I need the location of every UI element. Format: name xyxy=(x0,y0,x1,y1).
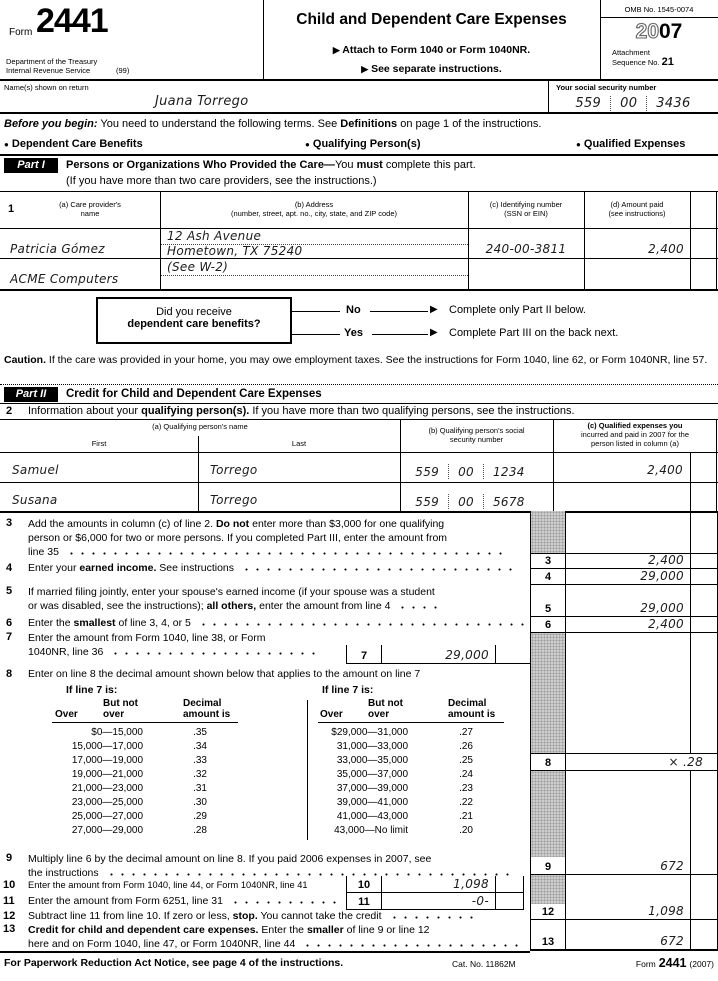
line7-number: 7 xyxy=(6,631,13,643)
before-you-begin: Before you begin: You need to understand the following terms. See Definitions on page 1 of the instructions. xyxy=(4,118,542,130)
line10-text: Enter the amount from Form 1040, line 44, or Form 1040NR, line 41 xyxy=(28,880,308,890)
arrow-right-icon: ▶ xyxy=(361,64,369,74)
provider-address2-field[interactable]: Hometown, TX 75240 xyxy=(167,244,303,258)
line7-text: Enter the amount from Form 1040, line 38, or Form 1040NR, line 36 xyxy=(28,631,320,659)
line11-amount-box: 11 -0- xyxy=(346,893,524,910)
provider-amount-field[interactable]: 2,400 xyxy=(648,242,684,256)
line4-amount-box: 4 29,000 xyxy=(530,569,718,585)
department-line1: Department of the Treasury xyxy=(6,57,98,66)
rail-shade-row xyxy=(530,511,718,553)
line12-number: 12 xyxy=(3,910,16,922)
line2-number: 2 xyxy=(6,405,13,417)
provider-name-field[interactable]: ACME Computers xyxy=(10,272,119,286)
caution-note: Caution. If the care was provided in your home, you may owe employment taxes. See the instructions for Form 1040, line 62, or Form 1040NR, line 57. xyxy=(4,354,708,366)
answer-yes: Yes xyxy=(344,327,363,339)
line10-value[interactable]: 1,098 xyxy=(453,877,489,891)
yes-result-text: Complete Part III on the back next. xyxy=(449,327,619,339)
line3-amount-box: 3 2,400 xyxy=(530,553,718,569)
ssn-field[interactable]: 559 00 3436 xyxy=(575,96,691,111)
form-word-label: Form xyxy=(9,27,33,38)
col-a-header: (a) Care provider's name xyxy=(59,200,121,218)
answer-no: No xyxy=(346,304,361,316)
line5-amount-box: 5 29,000 xyxy=(530,585,718,617)
provider-id-field[interactable]: 240-00-3811 xyxy=(485,242,567,256)
line3-number: 3 xyxy=(6,517,13,529)
line11-number: 11 xyxy=(3,895,15,907)
line9-text: Multiply line 6 by the decimal amount on line 8. If you paid 2006 expenses in 2007, see the instructions xyxy=(28,852,514,880)
line9-value[interactable]: 672 xyxy=(660,859,684,873)
benefits-question-box: Did you receive dependent care benefits? xyxy=(96,297,292,344)
paperwork-notice: For Paperwork Reduction Act Notice, see page 4 of the instructions. xyxy=(4,957,344,969)
line3-text: Add the amounts in column (c) of line 2. Do not enter more than $3,000 for one qualifying person or $6,000 for two or more persons. If you completed Part III, enter the amount from line 35 xyxy=(28,517,528,559)
name-field[interactable]: Juana Torrego xyxy=(155,94,249,109)
line5-text: If married filing jointly, enter your spouse's earned income (if your spouse was a student or was disabled, see the instructions); all others, enter the amount from line 4 xyxy=(28,585,443,613)
footer-form-id: Form 2441 (2007) xyxy=(635,956,714,970)
line13-value[interactable]: 672 xyxy=(660,934,684,948)
omb-number: OMB No. 1545-0074 xyxy=(624,5,694,14)
no-result-text: Complete only Part II below. xyxy=(449,304,586,316)
line8-text: Enter on line 8 the decimal amount shown below that applies to the amount on line 7 xyxy=(28,668,421,680)
rail-shade-row xyxy=(530,875,718,904)
bullet-icon: ● xyxy=(576,140,581,149)
line10-amount-box: 10 1,098 xyxy=(346,876,524,893)
line10-number: 10 xyxy=(3,879,16,891)
col-qp-ssn-header: (b) Qualifying person's social security number xyxy=(428,426,525,444)
arrow-right-icon: ▶ xyxy=(430,327,438,338)
line3-value[interactable]: 2,400 xyxy=(648,553,684,567)
form-title: Child and Dependent Care Expenses xyxy=(296,11,567,28)
part1-title: Persons or Organizations Who Provided the Care—You must complete this part. xyxy=(66,159,476,171)
line13-number: 13 xyxy=(3,923,16,935)
line12-amount-box: 12 1,098 xyxy=(530,904,718,920)
col-b-header: (b) Address (number, street, apt. no., city, state, and ZIP code) xyxy=(230,200,398,218)
term-qualified-expenses: ● Qualified Expenses xyxy=(576,138,686,150)
ssn-label: Your social security number xyxy=(556,83,657,92)
part2-badge: Part II xyxy=(4,387,58,402)
line7-value[interactable]: 29,000 xyxy=(445,648,489,662)
line6-amount-box: 6 2,400 xyxy=(530,617,718,633)
line1-number: 1 xyxy=(8,203,15,215)
rail-shade-row xyxy=(530,771,718,857)
rail-shade-row xyxy=(530,633,718,753)
col-d-header: (d) Amount paid (see instructions) xyxy=(608,200,666,218)
term-qualifying-persons: ● Qualifying Person(s) xyxy=(305,138,421,150)
department-suffix: (99) xyxy=(116,66,130,75)
qp-ssn-field[interactable]: 559 00 5678 xyxy=(415,495,525,509)
col-last-header: Last xyxy=(291,439,307,448)
line12-text: Subtract line 11 from line 10. If zero or less, stop. You cannot take the credit xyxy=(28,910,481,922)
arrow-right-icon: ▶ xyxy=(430,304,438,315)
part1-badge: Part I xyxy=(4,158,58,173)
qp-expenses-field[interactable]: 2,400 xyxy=(647,463,683,477)
line5-value[interactable]: 29,000 xyxy=(640,601,684,615)
term-dependent-care-benefits: ● Dependent Care Benefits xyxy=(4,138,143,150)
line13-amount-box: 13 672 xyxy=(530,920,718,951)
arrow-right-icon: ▶ xyxy=(332,45,340,55)
line12-value[interactable]: 1,098 xyxy=(648,904,684,918)
line5-number: 5 xyxy=(6,585,13,597)
col-qualified-expenses-header: (c) Qualified expenses you incurred and paid in 2007 for the person listed in column (a) xyxy=(581,421,689,448)
qp-first-field[interactable]: Susana xyxy=(12,493,58,507)
qp-last-field[interactable]: Torrego xyxy=(210,463,258,477)
line6-value[interactable]: 2,400 xyxy=(648,617,684,631)
line9-amount-box: 9 672 xyxy=(530,857,718,875)
see-note: ▶ See separate instructions. xyxy=(361,63,502,75)
qp-ssn-field[interactable]: 559 00 1234 xyxy=(415,465,525,479)
catalog-number: Cat. No. 11862M xyxy=(452,959,516,969)
line4-value[interactable]: 29,000 xyxy=(640,569,684,583)
if-line7-label-left: If line 7 is: xyxy=(66,684,118,696)
department-line2: Internal Revenue Service xyxy=(6,66,91,75)
col-c-header: (c) Identifying number (SSN or EIN) xyxy=(489,200,563,218)
part2-title: Credit for Child and Dependent Care Expenses xyxy=(66,388,322,400)
attach-note: ▶ Attach to Form 1040 or Form 1040NR. xyxy=(332,44,531,56)
line11-text: Enter the amount from Form 6251, line 31 xyxy=(28,895,340,907)
provider-name-field[interactable]: Patricia Gómez xyxy=(10,242,105,256)
line4-text: Enter your earned income. See instructions xyxy=(28,562,513,574)
qp-first-field[interactable]: Samuel xyxy=(12,463,59,477)
form-2441-page: Form 2441 Department of the Treasury Internal Revenue Service (99) Child and Dependent Care Expenses ▶ Attach to Form 1040 or Form 1040NR. ▶ See separate instructions. OMB No. 1545-0074 2007 Attachment Sequence No. 21 Name(s) shown on return Juana Torrego Your social security number 559 00 3436 Before you begin: You need to understand the following terms. See Definitions on page 1 of the instructions. ● Dependent Care Benefits ● Qualifying Person(s) ● Qualified Expenses Part I Persons or Organizations Who Provided the Care—You must complete this part. (If you have more than two care providers, see the instructions.) 1 (a) Care provider's name (b) Address (number, street, apt. no., city, state, and ZIP code) (c) Identifying number (SSN or EIN) (d) Amount paid (see instructions) Patricia Gómez 12 Ash Avenue Hometown, TX 75240 240-00-3811 2,400 ACME Computers (See W-2) Did you receive dependent care benefits? No ▶ Complete only Part II below. Yes ▶ Complete Part III on the back next. Caution. If the care was provided in your home, you may owe employment taxes. See the instructions for Form 1040, line 62, or Form 1040NR, line 57. Part II Credit for Child and Dependent Care Expenses 2 Information about your qualifying person(s). If you have more than two qualifying persons, see the instructions. (a) Qualifying person's name First Last (b) Qualifying person's social security number (c) Qualified expenses you incurred and paid in 2007 for the person listed in column (a) Samuel Torrego 559 00 1234 2,400 Susana Torrego 559 00 5678 3 Add the amounts in column (c) of line 2. Do not enter more than $3,000 for one qualifying person or $6,000 for two or more persons. If you completed Part III, enter the amount from line 35 4 Enter your earned income. See instructions 5 If married filing jointly, enter your spouse's earned income (if your spouse was a student or was disabled, see the instructions); all others, enter the amount from line 4 6 Enter the smallest of line 3, 4, or 5 3 2,400 4 29,000 5 29,000 6 2,400 7 Enter the amount from Form 1040, line 38, or Form 1040NR, line 36 7 29,000 8 Enter on line 8 the decimal amount shown below that applies to the amount on line 7 If line 7 is: If line 7 is: Over But not over Decimal amount is Over But not over Decimal amount is $0—15,000 .35 15,000—17,000 .34 17,000—19,000 .33 19,000—21,000 .32 21,000—23,000 .31 23,000—25,000 .30 25,000—27,000 .29 27,000—29,000 .28 $29,000—31,000 .27 31,000—33,000 .26 33,000—35,000 .25 35,000—37,000 .24 37,000—39,000 .23 39,000—41,000 .22 41,000—43,000 .21 43,000—No limit .20 8 × .28 9 Multiply line 6 by the decimal amount on line 8. If you paid 2006 expenses in 2007, see the instructions 9 672 10 Enter the amount from Form 1040, line 44, or Form 1040NR, line 41 10 1,098 11 Enter the amount from Form 6251, line 31 11 -0- 12 Subtract line 11 from line 10. If zero or less, stop. You cannot take the credit 12 1,098 13 Credit for child and dependent care expenses. Enter the smaller of line 9 or line 12 here and on Form 1040, line 47, or Form 1040NR, line 44 13 672 For Paperwork Reduction Act Notice, see page 4 of the instructions. Cat. No. 11862M Form 2441 (2007) xyxy=(0,0,718,981)
line2-text: Information about your qualifying person(s). If you have more than two qualifying persons, see the instructions. xyxy=(28,405,575,417)
provider-address1-field[interactable]: (See W-2) xyxy=(167,260,229,274)
bullet-icon: ● xyxy=(4,140,9,149)
form-number: 2441 xyxy=(36,2,108,40)
line6-text: Enter the smallest of line 3, 4, or 5 xyxy=(28,617,528,629)
line9-number: 9 xyxy=(6,852,13,864)
line11-value[interactable]: -0- xyxy=(471,894,489,908)
bullet-icon: ● xyxy=(305,140,310,149)
line13-text: Credit for child and dependent care expenses. Enter the smaller of line 9 or line 12 here and on Form 1040, line 47, or Form 1040NR, line 44 xyxy=(28,923,522,951)
line7-amount-box: 7 29,000 xyxy=(346,645,530,664)
line8-value[interactable]: × .28 xyxy=(668,755,703,769)
part1-subtitle: (If you have more than two care providers, see the instructions.) xyxy=(66,175,377,187)
sequence-number: 21 xyxy=(661,56,674,68)
col-first-header: First xyxy=(91,439,107,448)
sequence-label: Sequence No. 21 xyxy=(612,56,674,68)
attachment-label: Attachment xyxy=(612,48,650,57)
provider-address1-field[interactable]: 12 Ash Avenue xyxy=(167,229,262,243)
col-qp-name-header: (a) Qualifying person's name xyxy=(152,422,248,431)
tax-year: 2007 xyxy=(635,20,683,43)
name-label: Name(s) shown on return xyxy=(4,83,89,92)
line4-number: 4 xyxy=(6,562,13,574)
line8-number: 8 xyxy=(6,668,13,680)
line6-number: 6 xyxy=(6,617,13,629)
if-line7-label-right: If line 7 is: xyxy=(322,684,374,696)
qp-last-field[interactable]: Torrego xyxy=(210,493,258,507)
line8-amount-box: 8 × .28 xyxy=(530,753,718,771)
